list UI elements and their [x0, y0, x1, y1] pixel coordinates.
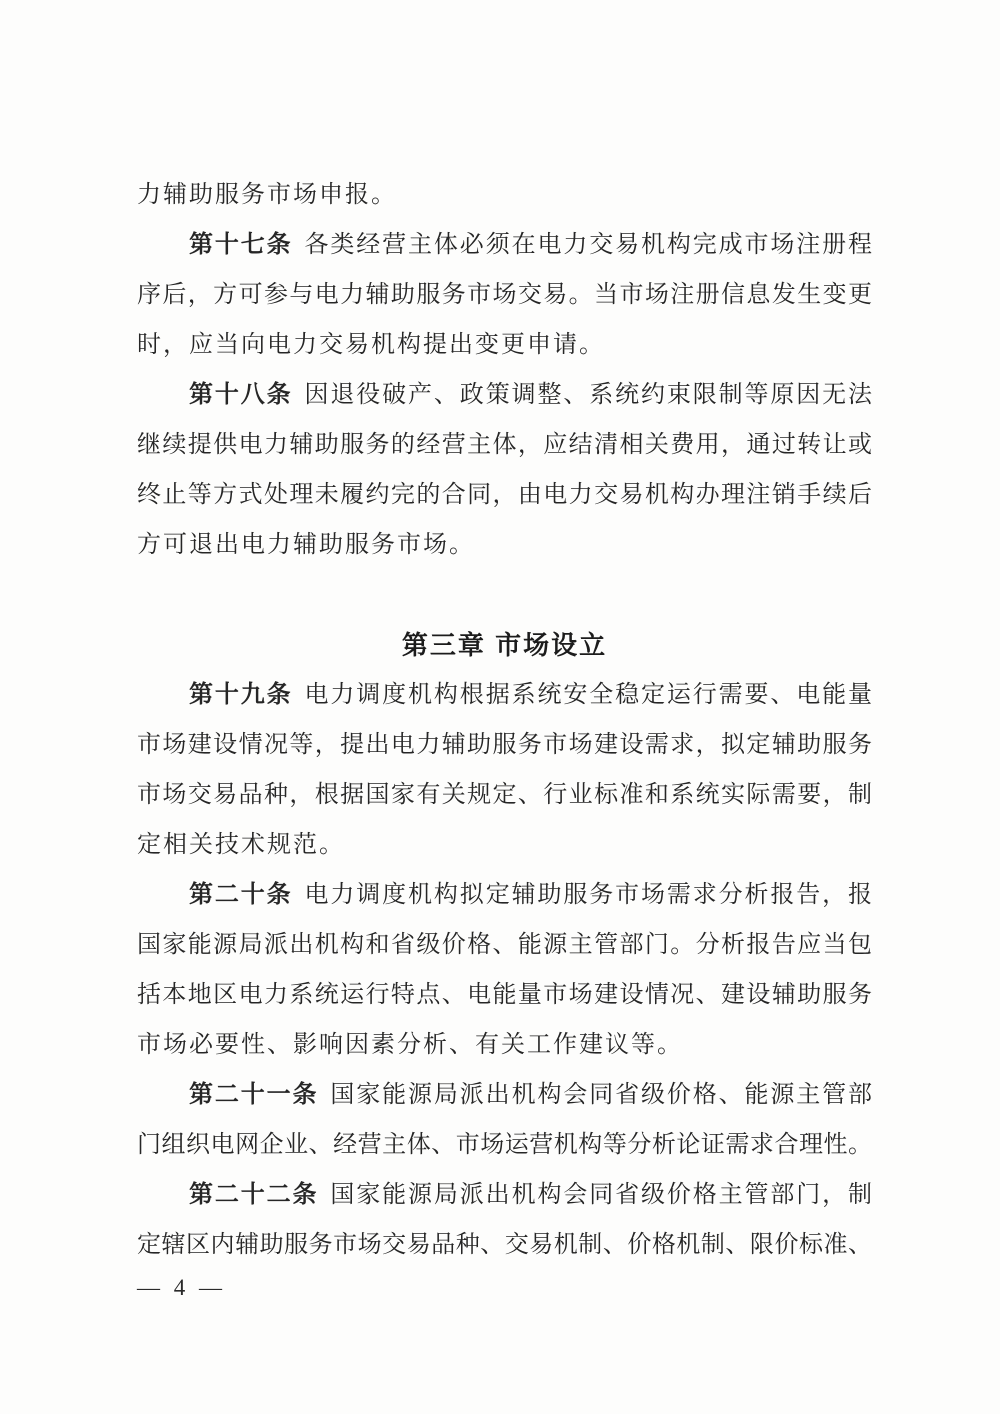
article-20-line-3: 括本地区电力系统运行特点、电能量市场建设情况、建设辅助服务 — [137, 982, 872, 1008]
article-21-line-1 — [137, 1070, 872, 1120]
article-22-line-2: 定辖区内辅助服务市场交易品种、交易机制、价格机制、限价标准、 — [137, 1232, 872, 1258]
continuation-line: 力辅助服务市场申报。 — [137, 182, 397, 208]
article-17-text-start: 各类经营主体必须在电力交易机构完成市场注册程 — [304, 232, 873, 258]
article-21-number: 第二十一条 — [189, 1082, 319, 1108]
article-17-line-2: 序后，方可参与电力辅助服务市场交易。当市场注册信息发生变更 — [137, 282, 872, 308]
article-20-text-start: 电力调度机构拟定辅助服务市场需求分析报告，报 — [304, 882, 873, 908]
article-22-line-1 — [137, 1170, 872, 1220]
article-22-number: 第二十二条 — [189, 1182, 319, 1208]
article-18-line-3: 终止等方式处理未履约完的合同，由电力交易机构办理注销手续后 — [137, 482, 872, 508]
article-20-line-4: 市场必要性、影响因素分析、有关工作建议等。 — [137, 1032, 683, 1058]
article-19-line-2: 市场建设情况等，提出电力辅助服务市场建设需求，拟定辅助服务 — [137, 732, 872, 758]
article-19-line-4: 定相关技术规范。 — [137, 832, 345, 858]
article-21-line-2: 门组织电网企业、经营主体、市场运营机构等分析论证需求合理性。 — [137, 1132, 872, 1158]
article-19-line-1 — [137, 670, 872, 720]
article-21-text-start: 国家能源局派出机构会同省级价格、能源主管部 — [330, 1082, 873, 1108]
article-17-line-3: 时，应当向电力交易机构提出变更申请。 — [137, 332, 605, 358]
article-20-number: 第二十条 — [189, 882, 293, 908]
article-17-number: 第十七条 — [189, 232, 293, 258]
chapter-heading: 第三章 市场设立 — [401, 630, 608, 660]
article-18-line-2: 继续提供电力辅助服务的经营主体，应结清相关费用，通过转让或 — [137, 432, 872, 458]
article-18-line-1 — [137, 370, 872, 420]
article-19-number: 第十九条 — [189, 682, 293, 708]
document-body — [137, 170, 872, 1270]
article-22-text-start: 国家能源局派出机构会同省级价格主管部门，制 — [330, 1182, 873, 1208]
article-20-line-2: 国家能源局派出机构和省级价格、能源主管部门。分析报告应当包 — [137, 932, 872, 958]
page-number-footer: — 4 — — [137, 1275, 226, 1300]
article-18-text-start: 因退役破产、政策调整、系统约束限制等原因无法 — [304, 382, 873, 408]
article-19-text-start: 电力调度机构根据系统安全稳定运行需要、电能量 — [304, 682, 873, 708]
article-19-line-3: 市场交易品种，根据国家有关规定、行业标准和系统实际需要，制 — [137, 782, 872, 808]
article-18-number: 第十八条 — [189, 382, 293, 408]
article-18-line-4: 方可退出电力辅助服务市场。 — [137, 532, 475, 558]
article-20-line-1 — [137, 870, 872, 920]
article-17-line-1 — [137, 220, 872, 270]
